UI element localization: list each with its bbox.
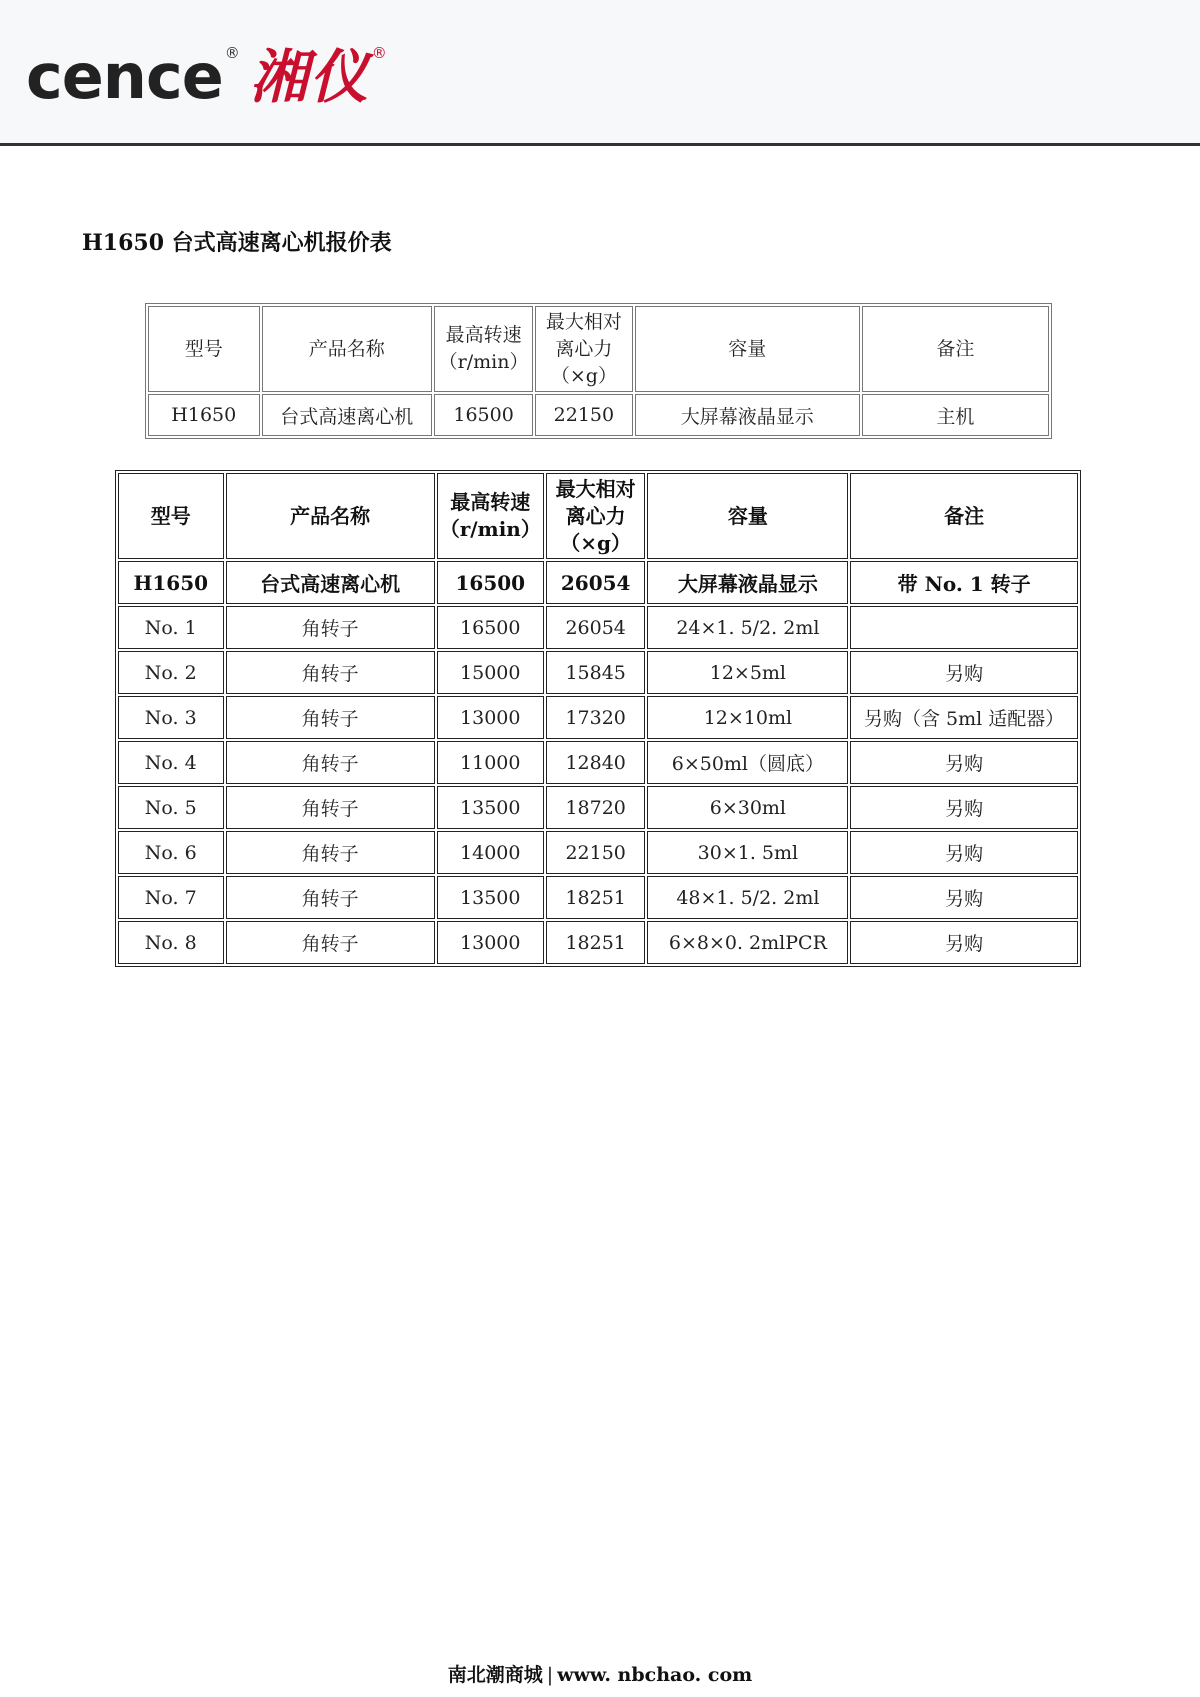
cell-remark: 另购 xyxy=(850,921,1078,964)
cell-product: 角转子 xyxy=(226,921,435,964)
footer-url-link[interactable]: www. nbchao. com xyxy=(557,1664,753,1686)
cell-speed: 13500 xyxy=(437,786,544,829)
table-header-row xyxy=(118,473,1078,559)
cell-model: No. 1 xyxy=(118,606,224,649)
cell-remark: 主机 xyxy=(862,394,1049,436)
cell-rcf: 18251 xyxy=(546,921,646,964)
cell-model: No. 3 xyxy=(118,696,224,739)
cell-model: No. 6 xyxy=(118,831,224,874)
cell-rcf: 26054 xyxy=(546,606,646,649)
cell-capacity: 12×10ml xyxy=(647,696,848,739)
cell-product: 角转子 xyxy=(226,786,435,829)
table-row xyxy=(118,741,1078,784)
cell-model: No. 2 xyxy=(118,651,224,694)
cell-capacity: 24×1. 5/2. 2ml xyxy=(647,606,848,649)
cell-remark: 另购 xyxy=(850,786,1078,829)
cell-rcf: 18251 xyxy=(546,876,646,919)
table-row xyxy=(118,921,1078,964)
table-row xyxy=(148,394,1049,436)
brand-logo[interactable] xyxy=(26,40,387,114)
cell-capacity: 6×50ml（圆底） xyxy=(647,741,848,784)
cell-capacity: 6×30ml xyxy=(647,786,848,829)
cell-speed: 13000 xyxy=(437,696,544,739)
cell-model: No. 7 xyxy=(118,876,224,919)
header-cell-capacity: 容量 xyxy=(647,473,848,559)
cell-rcf: 22150 xyxy=(535,394,633,436)
registered-mark-cn: ® xyxy=(371,44,387,62)
host-price-table xyxy=(145,303,1052,439)
cell-remark: 另购 xyxy=(850,741,1078,784)
cell-rcf: 15845 xyxy=(546,651,646,694)
cell-product: 角转子 xyxy=(226,696,435,739)
cell-model: H1650 xyxy=(118,561,224,604)
cell-product: 角转子 xyxy=(226,741,435,784)
cell-speed: 11000 xyxy=(437,741,544,784)
cell-remark: 另购 xyxy=(850,651,1078,694)
cell-speed: 13500 xyxy=(437,876,544,919)
header-cell-speed: 最高转速（r/min） xyxy=(434,306,533,392)
header-cell-remark: 备注 xyxy=(862,306,1049,392)
cell-speed: 13000 xyxy=(437,921,544,964)
header-cell-speed: 最高转速（r/min） xyxy=(437,473,544,559)
table-row xyxy=(118,651,1078,694)
registered-mark: ® xyxy=(224,44,240,62)
cell-product: 台式高速离心机 xyxy=(262,394,433,436)
cell-speed: 14000 xyxy=(437,831,544,874)
header-cell-remark: 备注 xyxy=(850,473,1078,559)
cell-speed: 16500 xyxy=(434,394,533,436)
cell-speed: 15000 xyxy=(437,651,544,694)
header-cell-rcf: 最大相对离心力（×g） xyxy=(535,306,633,392)
cell-remark: 另购 xyxy=(850,876,1078,919)
footer-separator: | xyxy=(546,1664,554,1686)
cell-capacity: 大屏幕液晶显示 xyxy=(635,394,860,436)
cell-model: No. 5 xyxy=(118,786,224,829)
table-row xyxy=(118,696,1078,739)
cell-remark: 另购（含 5ml 适配器） xyxy=(850,696,1078,739)
logo-text-en: cence xyxy=(26,40,223,113)
cell-rcf: 17320 xyxy=(546,696,646,739)
cell-product: 角转子 xyxy=(226,831,435,874)
cell-product: 角转子 xyxy=(226,876,435,919)
header-divider xyxy=(0,143,1200,146)
cell-remark: 带 No. 1 转子 xyxy=(850,561,1078,604)
cell-speed: 16500 xyxy=(437,561,544,604)
cell-product: 角转子 xyxy=(226,606,435,649)
cell-rcf: 18720 xyxy=(546,786,646,829)
header-cell-capacity: 容量 xyxy=(635,306,860,392)
cell-rcf: 26054 xyxy=(546,561,646,604)
cell-rcf: 12840 xyxy=(546,741,646,784)
rotor-price-table xyxy=(115,470,1081,967)
cell-capacity: 48×1. 5/2. 2ml xyxy=(647,876,848,919)
footer-site-name: 南北潮商城 xyxy=(447,1664,543,1686)
table-row xyxy=(118,831,1078,874)
cell-remark: 另购 xyxy=(850,831,1078,874)
cell-product: 台式高速离心机 xyxy=(226,561,435,604)
cell-capacity: 30×1. 5ml xyxy=(647,831,848,874)
logo-text-cn: 湘仪 xyxy=(249,43,370,111)
cell-model: No. 4 xyxy=(118,741,224,784)
table-row xyxy=(118,606,1078,649)
header-cell-product: 产品名称 xyxy=(262,306,433,392)
header-cell-product: 产品名称 xyxy=(226,473,435,559)
header-cell-rcf: 最大相对离心力（×g） xyxy=(546,473,646,559)
cell-speed: 16500 xyxy=(437,606,544,649)
cell-capacity: 6×8×0. 2mlPCR xyxy=(647,921,848,964)
cell-capacity: 12×5ml xyxy=(647,651,848,694)
cell-capacity: 大屏幕液晶显示 xyxy=(647,561,848,604)
header-cell-model: 型号 xyxy=(118,473,224,559)
cell-model: No. 8 xyxy=(118,921,224,964)
header-cell-model: 型号 xyxy=(148,306,260,392)
table-header-row xyxy=(148,306,1049,392)
cell-model: H1650 xyxy=(148,394,260,436)
page-footer xyxy=(0,1660,1200,1687)
cell-product: 角转子 xyxy=(226,651,435,694)
document-title: H1650 台式高速离心机报价表 xyxy=(82,230,392,256)
table-row xyxy=(118,876,1078,919)
table-row xyxy=(118,786,1078,829)
cell-rcf: 22150 xyxy=(546,831,646,874)
cell-remark xyxy=(850,606,1078,649)
table-row-main-unit xyxy=(118,561,1078,604)
